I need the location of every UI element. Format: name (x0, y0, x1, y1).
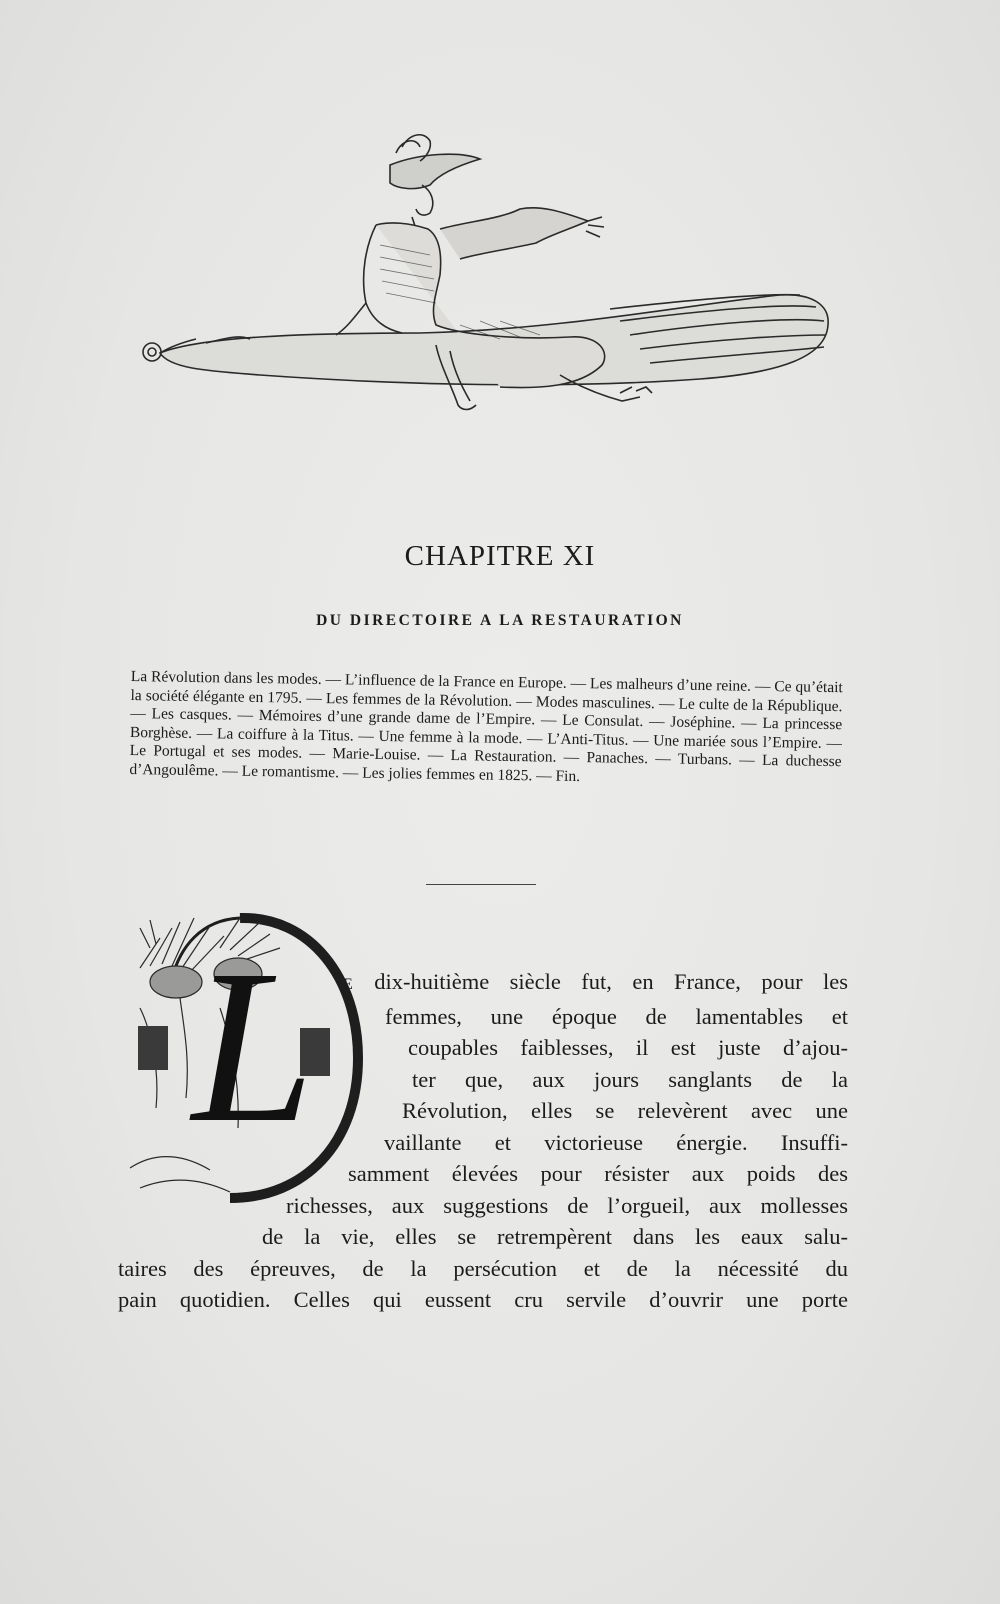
dropcap-letter-l: L (192, 924, 315, 1168)
body-line: femmes, une époque de lamentables et (385, 1003, 848, 1029)
body-line: richesses, aux suggestions de l’orgueil, aux mollesses (286, 1192, 848, 1218)
body-line: vaillante et victorieuse énergie. Insuffi- (384, 1129, 848, 1155)
body-line: samment élevées pour résister aux poids des (348, 1161, 848, 1186)
body-line: taires des épreuves, de la persécution et de la nécessité du (118, 1255, 848, 1281)
chapter-subtitle: DU DIRECTOIRE A LA RESTAURATION (316, 612, 684, 629)
body-line: coupables faiblesses, il est juste d’ajou- (408, 1035, 848, 1060)
body-line: pain quotidien. Celles qui eussent cru servile d’ouvrir une porte (118, 1287, 848, 1312)
small-caps-initial: E (343, 976, 354, 993)
body-line: Révolution, elles se relevèrent avec une (402, 1098, 848, 1123)
chapter-title: CHAPITRE XI (404, 540, 596, 572)
section-divider (426, 884, 536, 885)
header-illustration-woman-on-bellows (140, 125, 860, 425)
body-line: de la vie, elles se retrempèrent dans les eaux salu- (262, 1224, 848, 1249)
body-paragraph (118, 966, 848, 1316)
chapter-summary: La Révolution dans les modes. — L’influence de la France en Europe. — Les malheurs d’une reine. — Ce qu’était la société élégante en 1795. — Les femmes de la Révolution. — Modes masculines. — Le culte de la République. — Les casques. — Mémoires d’une grande dame de l’Empire. — Le Consulat. — Joséphine. — La princesse Borghèse. — La coiffure à la Titus. — Une femme à la mode. — L’Anti-Titus. — Une mariée sous l’Empire. — Le Portugal et ses modes. — Marie-Louise. — La Restauration. — Panaches. — Turbans. — La duchesse d’Angoulême. — Le romantisme. — Les jolies femmes en 1825. — Fin. (129, 668, 843, 785)
body-line: ter que, aux jours sanglants de la (412, 1066, 848, 1092)
body-line: E dix-huitième siècle fut, en France, pour les (343, 969, 848, 994)
